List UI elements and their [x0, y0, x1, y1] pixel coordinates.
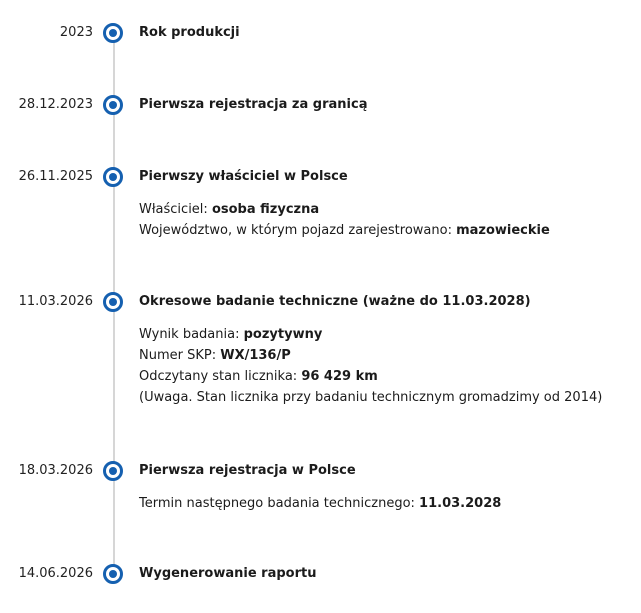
- event-date: 11.03.2026: [18, 294, 93, 309]
- detail-next-inspection: Termin następnego badania technicznego: 11.03.2028: [139, 496, 502, 511]
- event-details: [139, 199, 550, 241]
- detail-inspection-result: Wynik badania: pozytywny: [139, 327, 323, 342]
- event-details: [139, 324, 602, 408]
- detail-odometer: Odczytany stan licznika: 96 429 km: [139, 369, 378, 384]
- detail-voivodeship: Województwo, w którym pojazd zarejestrowano: mazowieckie: [139, 223, 550, 238]
- event-title: Rok produkcji: [139, 25, 240, 40]
- timeline-dot-icon: [103, 564, 123, 584]
- timeline-dot-icon: [103, 95, 123, 115]
- detail-odometer-note: (Uwaga. Stan licznika przy badaniu technicznym gromadzimy od 2014): [139, 390, 603, 405]
- timeline-dot-icon: [103, 23, 123, 43]
- event-date: 26.11.2025: [18, 169, 93, 184]
- event-date: 28.12.2023: [18, 97, 93, 112]
- event-title: Pierwszy właściciel w Polsce: [139, 169, 348, 184]
- event-date: 14.06.2026: [18, 566, 93, 581]
- event-title: Pierwsza rejestracja w Polsce: [139, 463, 356, 478]
- timeline-dot-icon: [103, 461, 123, 481]
- detail-skp-number: Numer SKP: WX/136/P: [139, 348, 291, 363]
- timeline-dot-icon: [103, 167, 123, 187]
- event-title: Pierwsza rejestracja za granicą: [139, 97, 368, 112]
- event-title: Wygenerowanie raportu: [139, 566, 317, 581]
- event-title: Okresowe badanie techniczne (ważne do 11.03.2028): [139, 294, 531, 309]
- event-date: 2023: [59, 25, 93, 40]
- event-date: 18.03.2026: [18, 463, 93, 478]
- event-details: [139, 493, 501, 514]
- timeline-dot-icon: [103, 292, 123, 312]
- detail-owner: Właściciel: osoba fizyczna: [139, 202, 320, 217]
